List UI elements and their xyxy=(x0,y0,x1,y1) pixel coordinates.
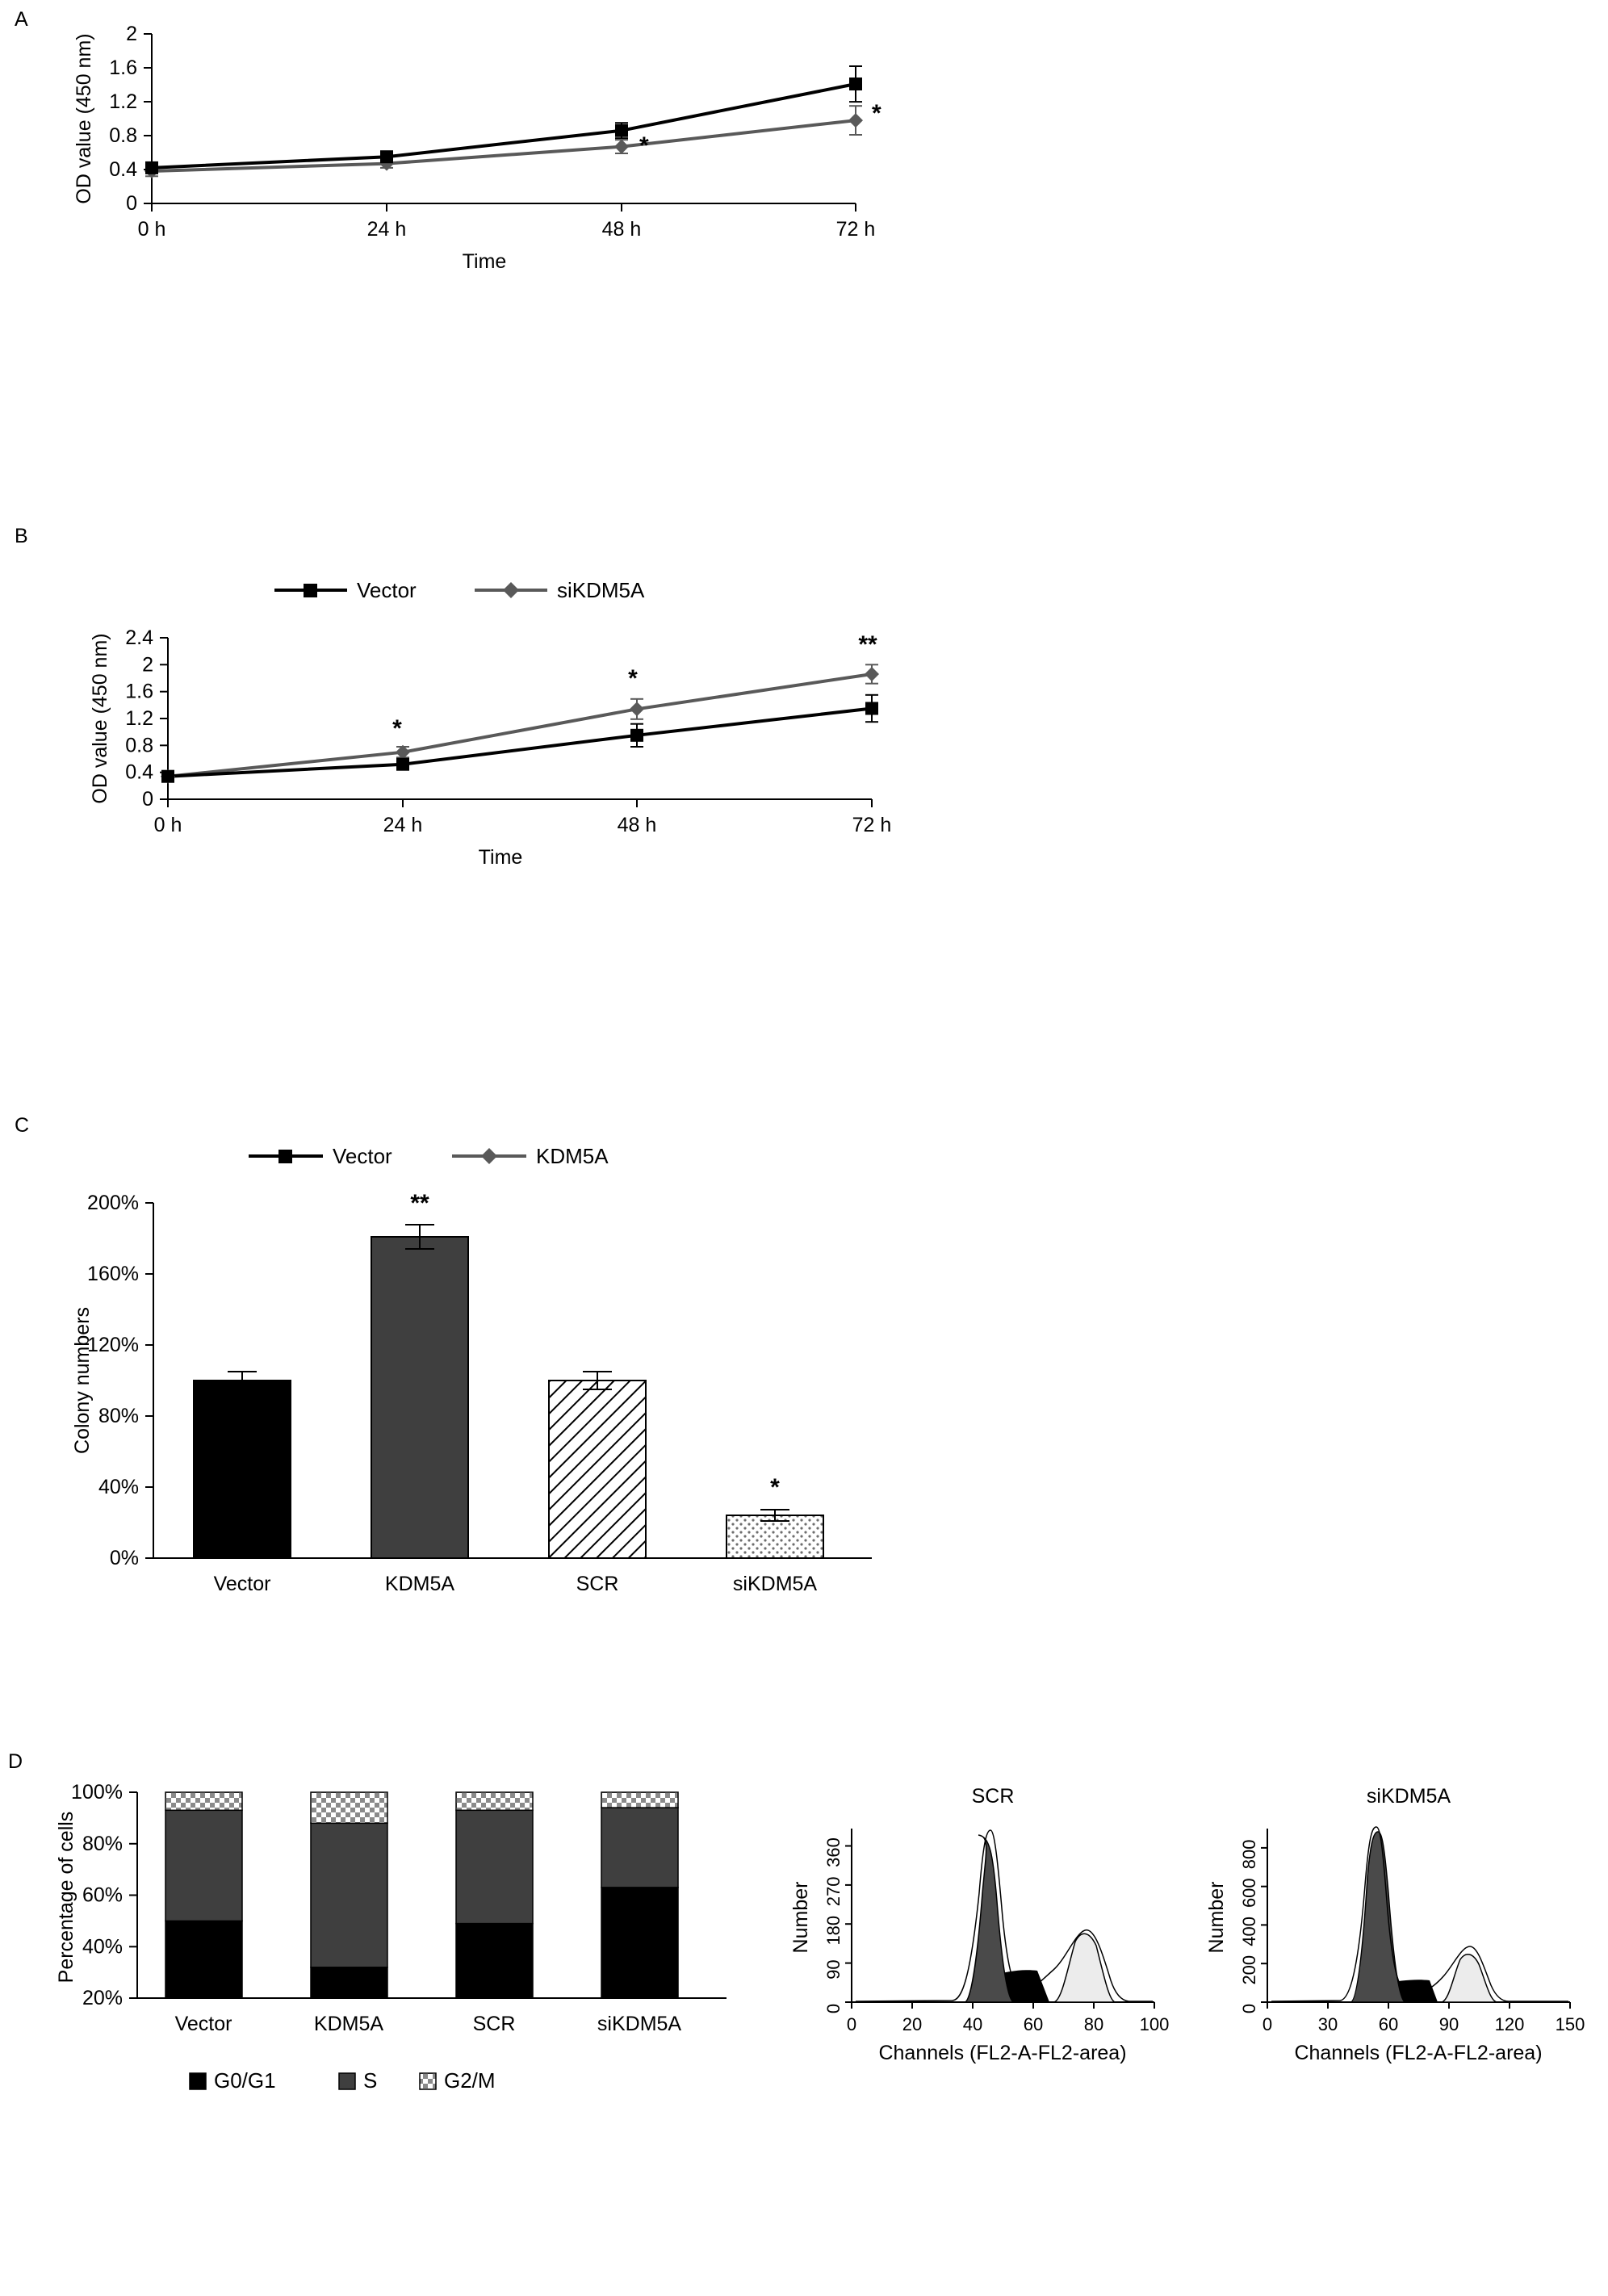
tick-dflow1-y4: 360 xyxy=(823,1837,844,1867)
tick-b-y5: 2 xyxy=(142,653,153,677)
tick-b-x0: 0 h xyxy=(153,814,182,836)
panel-b-annotation-0: * xyxy=(392,715,402,742)
panel-c-y-ticks xyxy=(87,1192,153,1569)
tick-c-y5: 200% xyxy=(87,1192,139,1214)
panel-d-flow-sikdm5a-chart xyxy=(1166,1772,1602,2224)
panel-d-flow-sikdm5a-peak-g2 xyxy=(1441,1955,1497,2002)
panel-d-legend-label-1: S xyxy=(363,2068,378,2093)
tick-b-y6: 2.4 xyxy=(125,626,153,649)
tick-dflow1-y1: 90 xyxy=(823,1959,844,1980)
panel-b-legend xyxy=(274,578,645,602)
panel-c-annotation-0: ** xyxy=(410,1190,429,1217)
tick-d-x3: siKDM5A xyxy=(597,2013,682,2035)
panel-d-flow-sikdm5a-x-ticks xyxy=(1263,2002,1585,2034)
tick-a-x3: 72 h xyxy=(835,218,876,241)
panel-d-flow-scr-y-ticks xyxy=(823,1837,852,2013)
panel-b-annotation-2: ** xyxy=(858,631,877,658)
panel-d-flow-sikdm5a-y-ticks xyxy=(1239,1840,1267,2014)
tick-c-y1: 40% xyxy=(98,1476,139,1498)
panel-d-flow-sikdm5a-title: siKDM5A xyxy=(1366,1785,1451,1808)
tick-a-y1: 0.4 xyxy=(109,158,137,181)
panel-a-annotation-0: * xyxy=(639,132,649,159)
tick-a-y5: 2 xyxy=(126,23,137,45)
panel-c-legend xyxy=(249,1144,609,1168)
panel-d-legend xyxy=(190,2068,496,2093)
bar-d-scr xyxy=(456,1792,533,1998)
panel-b-x-ticks xyxy=(154,799,892,836)
panel-a-markers-black xyxy=(145,78,862,174)
panel-a-ylabel: OD value (450 nm) xyxy=(73,33,95,204)
tick-d-x2: SCR xyxy=(472,2013,516,2035)
tick-dflow1-y2: 180 xyxy=(823,1915,844,1946)
panel-b-legend-label-0: Vector xyxy=(357,578,417,602)
tick-b-y0: 0 xyxy=(142,788,153,811)
bar-c-kdm5a xyxy=(371,1237,468,1558)
panel-letter-d: D xyxy=(8,1750,23,1773)
panel-b-annotation-1: * xyxy=(628,665,638,692)
panel-c-annotation-1: * xyxy=(770,1474,780,1501)
tick-a-y4: 1.6 xyxy=(109,57,137,79)
panel-b-y-ticks xyxy=(125,626,168,811)
bar-d-kdm5a xyxy=(311,1792,387,1998)
panel-b-ylabel: OD value (450 nm) xyxy=(89,633,111,804)
panel-letter-a: A xyxy=(15,8,28,31)
panel-d-x-ticks xyxy=(175,2013,682,2035)
panel-d-flow-scr-x-ticks xyxy=(847,2002,1169,2034)
panel-a-error-bars-gray xyxy=(145,106,862,176)
panel-d-flow-sikdm5a-xlabel: Channels (FL2-A-FL2-area) xyxy=(1294,2042,1543,2064)
panel-a-chart xyxy=(32,16,920,273)
panel-c-error-bars xyxy=(228,1225,789,1521)
tick-dflow2-x4: 120 xyxy=(1494,2014,1525,2034)
tick-dflow2-x2: 60 xyxy=(1378,2014,1399,2034)
panel-c-chart xyxy=(32,1130,961,1655)
panel-letter-c: C xyxy=(15,1114,30,1137)
tick-a-x1: 24 h xyxy=(366,218,407,241)
panel-a-x-ticks xyxy=(138,203,876,241)
tick-dflow1-y0: 0 xyxy=(823,2003,844,2014)
panel-d-ylabel: Percentage of cells xyxy=(55,1811,77,1984)
panel-d-flow-scr-peak-g2 xyxy=(1053,1934,1116,2002)
tick-b-y4: 1.6 xyxy=(125,680,153,703)
tick-c-y3: 120% xyxy=(87,1334,139,1356)
tick-c-y2: 80% xyxy=(98,1405,139,1427)
panel-d-stacked-chart xyxy=(16,1764,791,2281)
tick-dflow2-y1: 200 xyxy=(1239,1955,1259,1985)
tick-a-y2: 0.8 xyxy=(109,124,137,147)
tick-dflow1-x2: 40 xyxy=(962,2014,983,2034)
panel-a-annotation-1: * xyxy=(872,100,881,127)
panel-d-flow-sikdm5a-ylabel: Number xyxy=(1205,1881,1228,1954)
tick-dflow2-x1: 30 xyxy=(1317,2014,1338,2034)
panel-d-flow-scr-title: SCR xyxy=(971,1785,1015,1808)
tick-b-x1: 24 h xyxy=(383,814,423,836)
tick-b-y2: 0.8 xyxy=(125,734,153,757)
tick-dflow1-x3: 60 xyxy=(1023,2014,1044,2034)
tick-d-x1: KDM5A xyxy=(313,2013,384,2035)
tick-b-x3: 72 h xyxy=(852,814,892,836)
tick-dflow2-y0: 0 xyxy=(1239,2003,1259,2014)
panel-d-legend-label-2: G2/M xyxy=(444,2068,496,2093)
tick-d-y0: 20% xyxy=(82,1987,123,2009)
bar-c-scr xyxy=(549,1381,646,1558)
panel-a-y-ticks xyxy=(109,23,152,215)
panel-c-legend-label-0: Vector xyxy=(333,1144,392,1168)
bar-d-vector xyxy=(165,1792,242,1998)
tick-d-y4: 100% xyxy=(71,1781,123,1804)
panel-d-flow-scr-chart xyxy=(751,1772,1187,2224)
panel-b-chart xyxy=(32,557,920,869)
tick-c-x0: Vector xyxy=(213,1573,271,1595)
tick-a-y3: 1.2 xyxy=(109,90,137,113)
tick-b-y1: 0.4 xyxy=(125,760,153,784)
tick-c-x1: KDM5A xyxy=(384,1573,455,1595)
tick-d-x0: Vector xyxy=(174,2013,232,2035)
tick-d-y1: 40% xyxy=(82,1935,123,1959)
tick-dflow1-y3: 270 xyxy=(823,1876,844,1907)
tick-c-x2: SCR xyxy=(576,1573,619,1595)
tick-a-x0: 0 h xyxy=(137,218,166,241)
tick-c-x3: siKDM5A xyxy=(732,1573,818,1595)
panel-d-legend-label-0: G0/G1 xyxy=(214,2068,276,2093)
tick-dflow2-x0: 0 xyxy=(1262,2014,1273,2034)
tick-dflow1-x0: 0 xyxy=(846,2014,857,2034)
tick-d-y2: 60% xyxy=(82,1883,123,1907)
tick-b-x2: 48 h xyxy=(617,814,657,836)
panel-a-xlabel: Time xyxy=(462,250,507,273)
tick-dflow2-y4: 800 xyxy=(1239,1839,1259,1870)
tick-dflow1-x1: 20 xyxy=(902,2014,923,2034)
tick-c-y0: 0% xyxy=(109,1547,139,1569)
panel-c-ylabel: Colony numbers xyxy=(71,1306,94,1455)
bar-c-vector xyxy=(194,1381,291,1558)
panel-letter-b: B xyxy=(15,525,28,547)
bar-d-sikdm5a xyxy=(601,1792,678,1998)
panel-d-flow-scr-xlabel: Channels (FL2-A-FL2-area) xyxy=(878,2042,1127,2064)
tick-a-x2: 48 h xyxy=(601,218,642,241)
panel-d-y-ticks xyxy=(71,1781,137,2009)
panel-c-legend-label-1: KDM5A xyxy=(536,1144,609,1168)
tick-d-y3: 80% xyxy=(82,1832,123,1855)
tick-dflow1-x5: 100 xyxy=(1139,2014,1170,2034)
panel-c-x-ticks xyxy=(214,1573,818,1595)
tick-b-y3: 1.2 xyxy=(125,707,153,730)
tick-dflow2-y2: 400 xyxy=(1239,1917,1259,1946)
tick-dflow2-x5: 150 xyxy=(1555,2014,1585,2034)
tick-c-y4: 160% xyxy=(87,1263,139,1285)
tick-dflow1-x4: 80 xyxy=(1083,2014,1104,2034)
panel-b-xlabel: Time xyxy=(478,846,523,869)
tick-a-y0: 0 xyxy=(126,192,137,215)
tick-dflow2-x3: 90 xyxy=(1438,2014,1459,2034)
panel-b-legend-label-1: siKDM5A xyxy=(557,578,645,602)
tick-dflow2-y3: 600 xyxy=(1239,1878,1259,1908)
panel-d-flow-scr-ylabel: Number xyxy=(789,1881,812,1954)
